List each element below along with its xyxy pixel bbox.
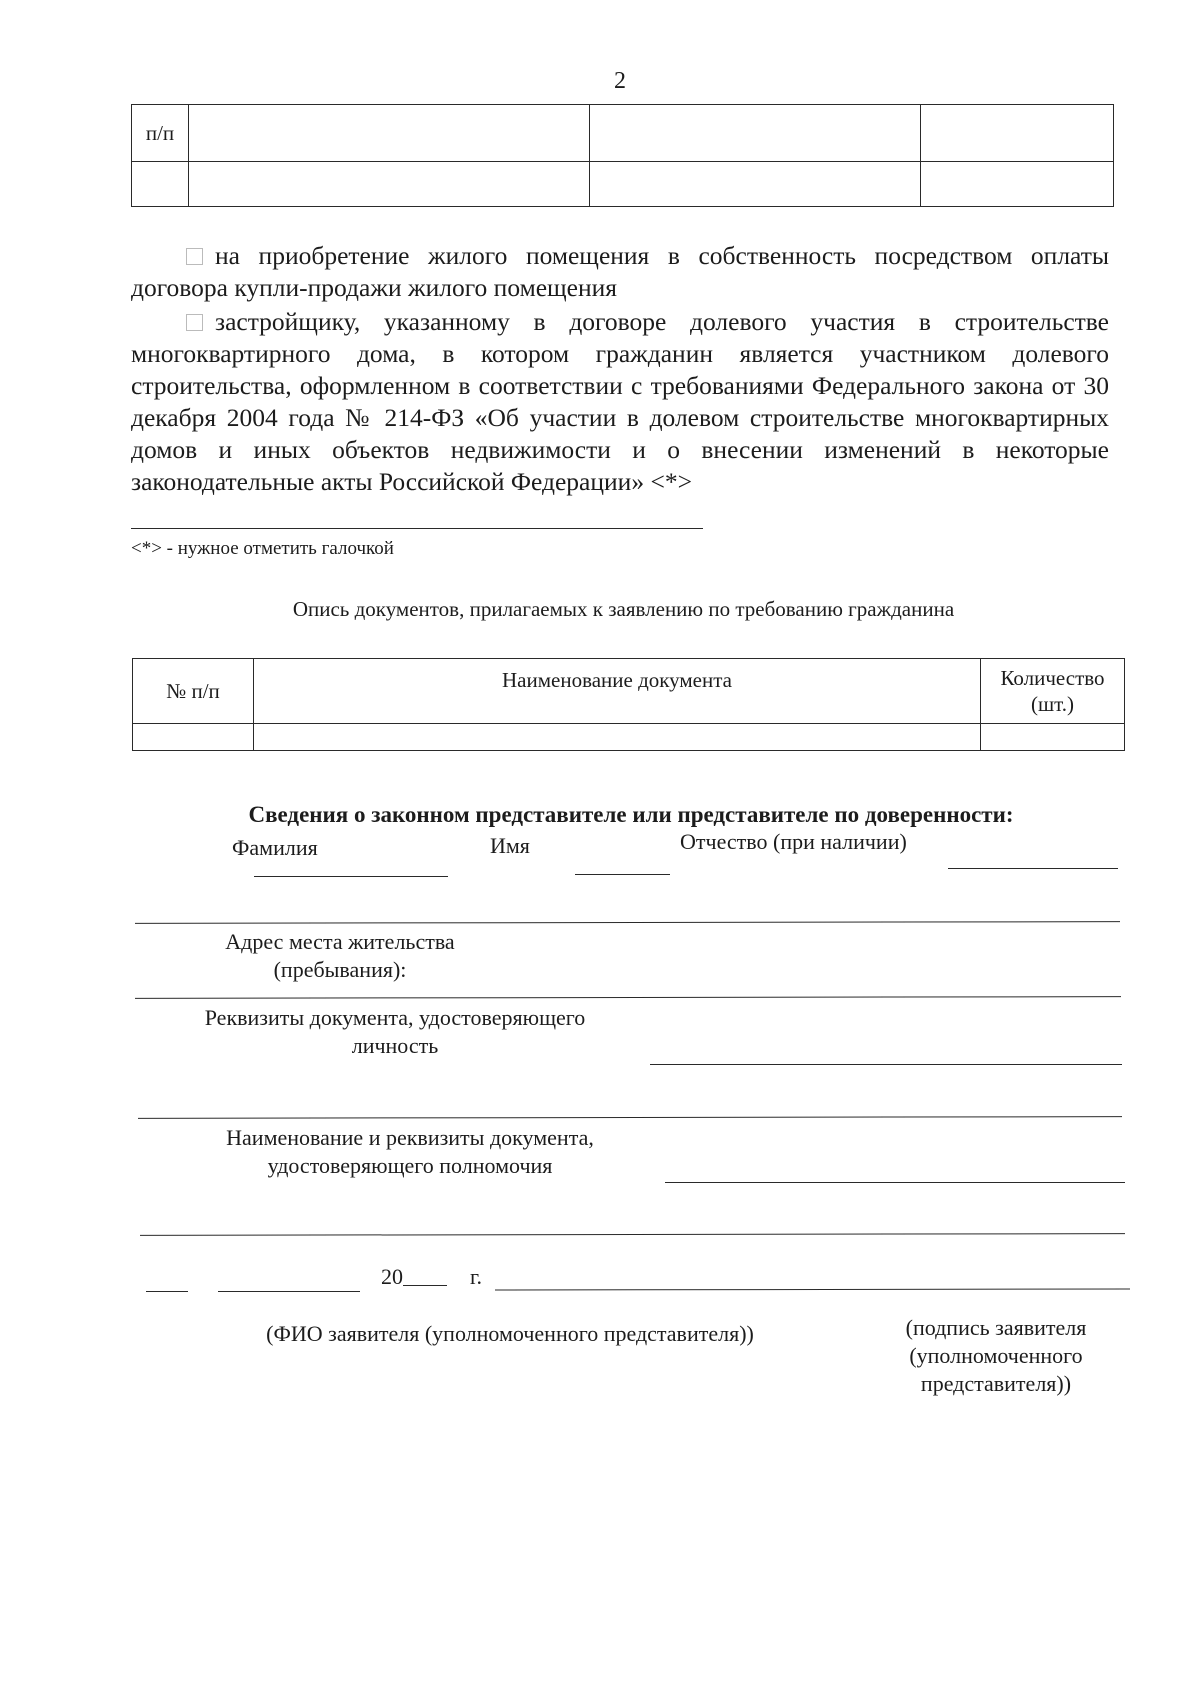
fio-caption: (ФИО заявителя (уполномоченного представителя)) xyxy=(266,1321,754,1346)
option-developer-checkbox[interactable] xyxy=(186,314,203,331)
address-line[interactable] xyxy=(135,996,1121,999)
documents-col-name: Наименование документа xyxy=(254,659,981,724)
authority-doc-line-2[interactable] xyxy=(140,1233,1125,1236)
date-year-line[interactable] xyxy=(403,1265,447,1286)
top-table-cell xyxy=(590,162,921,207)
documents-cell xyxy=(133,724,254,751)
full-name-line[interactable] xyxy=(135,921,1120,924)
name-line[interactable] xyxy=(575,874,670,875)
authority-doc-label: Наименование и реквизиты документа, удостоверяющего полномочия xyxy=(226,1125,594,1178)
top-table-cell xyxy=(132,162,189,207)
option-purchase xyxy=(131,240,1109,304)
footnote: <*> - нужное отметить галочкой xyxy=(131,538,394,559)
page-number: 2 xyxy=(614,68,626,94)
address-label: Адрес места жительства (пребывания): xyxy=(225,929,455,982)
patronymic-line[interactable] xyxy=(948,868,1118,869)
documents-col-quantity: Количество (шт.) xyxy=(981,659,1125,724)
top-table xyxy=(131,104,1114,207)
surname-label: Фамилия xyxy=(232,835,318,860)
name-label: Имя xyxy=(490,833,530,858)
top-table-cell xyxy=(921,105,1114,162)
representative-heading: Сведения о законном представителе или представителе по доверенности: xyxy=(248,802,1014,827)
documents-cell xyxy=(254,724,981,751)
identity-doc-line-2[interactable] xyxy=(138,1116,1122,1119)
signature-line[interactable] xyxy=(495,1288,1130,1290)
documents-cell xyxy=(981,724,1125,751)
documents-col-number: № п/п xyxy=(133,659,254,724)
patronymic-label: Отчество (при наличии) xyxy=(680,829,907,854)
date-year xyxy=(381,1264,447,1290)
top-table-cell xyxy=(189,162,590,207)
signature-caption: (подпись заявителя (уполномоченного представителя)) xyxy=(905,1315,1087,1396)
top-table-cell xyxy=(590,105,921,162)
surname-line[interactable] xyxy=(254,876,448,877)
identity-doc-line-1[interactable] xyxy=(650,1064,1122,1065)
top-table-cell xyxy=(921,162,1114,207)
date-year-prefix: 20 xyxy=(381,1264,403,1289)
date-year-suffix: г. xyxy=(470,1264,483,1289)
top-table-cell xyxy=(189,105,590,162)
top-table-cell-pp: п/п xyxy=(132,105,189,162)
option-purchase-text: на приобретение жилого помещения в собственность посредством оплаты договора купли-продажи жилого помещения xyxy=(131,241,1109,302)
option-developer-text: застройщику, указанному в договоре долевого участия в строительстве многоквартирного дома, в котором гражданин является участником долевого строительства, оформленном в соответствии с требованиями Федерального закона от 30 декабря 2004 года № 214-ФЗ «Об участии в долевом строительстве многоквартирных домов и иных объектов недвижимости и о внесении изменений в некоторые законодательные акты Российской Федерации» <*> xyxy=(131,307,1109,496)
date-month-line[interactable] xyxy=(218,1291,360,1292)
footnote-separator xyxy=(131,528,703,529)
authority-doc-line-1[interactable] xyxy=(665,1182,1125,1183)
option-purchase-checkbox[interactable] xyxy=(186,248,203,265)
documents-caption: Опись документов, прилагаемых к заявлению по требованию гражданина xyxy=(292,597,955,621)
date-day-line[interactable] xyxy=(146,1291,188,1292)
identity-doc-label: Реквизиты документа, удостоверяющего личность xyxy=(204,1005,586,1058)
option-developer xyxy=(131,306,1109,498)
documents-table xyxy=(132,658,1125,751)
